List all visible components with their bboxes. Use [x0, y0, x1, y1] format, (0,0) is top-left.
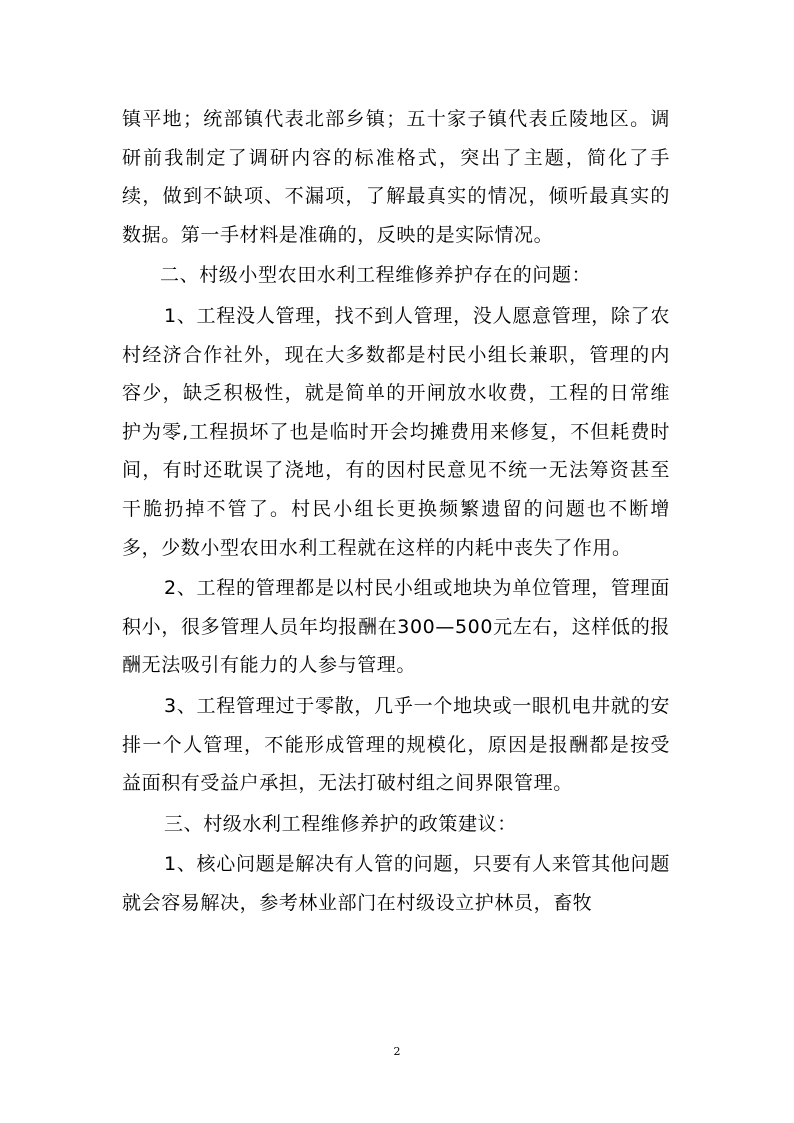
paragraph-problem-3: 3、工程管理过于零散，几乎一个地块或一眼机电井就的安排一个人管理，不能形成管理的规模化，原因是报酬都是按受益面积有受益户承担，无法打破村组之间界限管理。	[122, 694, 670, 795]
page-number: 2	[393, 1045, 401, 1058]
paragraph-suggestion-1: 1、核心问题是解决有人管的问题，只要有人来管其他问题就会容易解决，参考林业部门在村级设立护林员，畜牧	[122, 853, 670, 914]
document-body	[122, 100, 670, 924]
paragraph-problem-1: 1、工程没人管理，找不到人管理，没人愿意管理，除了农村经济合作社外，现在大多数都是村民小组长兼职，管理的内容少，缺乏积极性，就是简单的开闸放水收费，工程的日常维护为零,工程损坏了也是临时开会均摊费用来修复，不但耗费时间，有时还耽误了浇地，有的因村民意见不统一无法筹资甚至干脆扔掉不管了。村民小组长更换频繁遗留的问题也不断增多，少数小型农田水利工程就在这样的内耗中丧失了作用。	[122, 304, 670, 559]
section-heading-problems: 二、村级小型农田水利工程维修养护存在的问题：	[160, 264, 592, 287]
section-heading-suggestions: 三、村级水利工程维修养护的政策建议：	[164, 812, 517, 835]
paragraph-survey-method: 镇平地；统部镇代表北部乡镇；五十家子镇代表丘陵地区。调研前我制定了调研内容的标准格式，突出了主题，简化了手续，做到不缺项、不漏项，了解最真实的情况，倾听最真实的数据。第一手材料是准确的，反映的是实际情况。	[122, 108, 670, 246]
paragraph-problem-2: 2、工程的管理都是以村民小组或地块为单位管理，管理面积小，很多管理人员年均报酬在300—500元左右，这样低的报酬无法吸引有能力的人参与管理。	[122, 577, 670, 677]
